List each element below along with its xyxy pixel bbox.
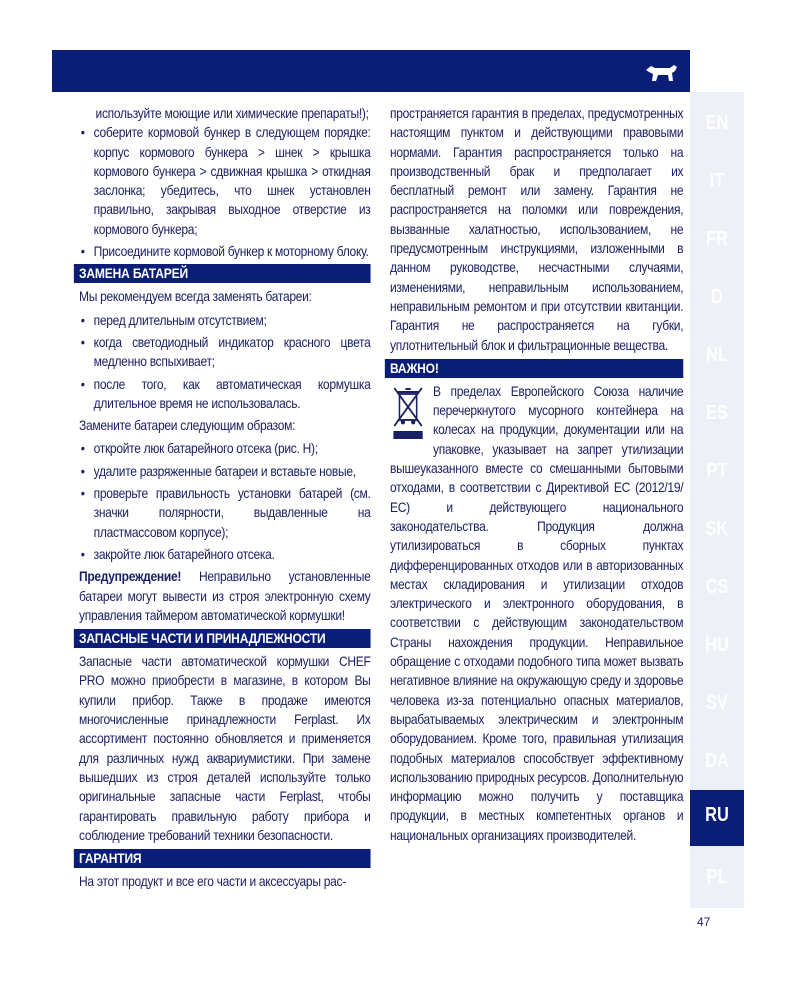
paragraph: В пределах Европейского Союза наличие перечеркнутого мусорного контейнера на колесах на продукции, документации или на упаковке, указывает на запрет утилизации вышеуказанного вместе со смешанными бытовыми отходами, в соответствии с Директивой ЕС (2012/19/ЕС) и действующего национального законодательства. Продукция должна утилизироваться в сборных пунктах дифференцированных отходов или в авторизованных местах складирования и утилизации отходов электрического и электронного оборудования, в соответствии с действующим законодательством Страны нахождения продукции. Неправильное обращение с отходами подобного типа может вызвать негативное влияние на окружающую среду и здоровье человека из-за потенциально опасных материалов, вырабатываемых электрическим и электронным оборудованием. Кроме того, правильная утилизация подобных материалов способствует эффективному использованию природных ресурсов. Дополнительную информацию можно получить у поставщика продукции, в местных компетентных органов и национальных организациях производителей. xyxy=(390,382,684,843)
language-tab[interactable]: EN xyxy=(705,112,729,134)
list-item: • откройте люк батарейного отсека (рис. H); xyxy=(79,439,371,458)
header-bar xyxy=(52,50,690,92)
language-tab[interactable]: PT xyxy=(706,460,728,482)
language-tab[interactable]: D xyxy=(711,286,723,308)
page-number: 47 xyxy=(697,915,711,929)
list-item: • удалите разряженные батареи и вставьте новые, xyxy=(79,462,371,481)
warning-label: Предупреждение! xyxy=(79,568,182,585)
section-heading-important: ВАЖНО! xyxy=(385,359,683,378)
warning-text: Неправильно установленные батареи могут вывести из строя электронную схему управления таймером автоматической кормушки! xyxy=(79,568,371,623)
language-tab[interactable]: CS xyxy=(705,576,729,598)
paragraph: Мы рекомендуем всегда заменять батареи: xyxy=(79,288,312,305)
ferplast-dog-icon xyxy=(644,64,678,82)
reassemble-list xyxy=(79,123,371,261)
language-tab[interactable]: HU xyxy=(705,634,729,656)
language-tab[interactable]: NL xyxy=(706,344,728,366)
list-item: • Присоедините кормовой бункер к моторному блоку. xyxy=(79,242,371,261)
section-heading-warranty: ГАРАНТИЯ xyxy=(74,849,371,868)
list-item: • закройте люк батарейного отсека. xyxy=(79,545,371,564)
battery-when-list xyxy=(79,311,371,413)
language-tab[interactable]: PL xyxy=(706,866,728,888)
language-tab[interactable]: ES xyxy=(706,402,728,424)
list-item: • соберите кормовой бункер в следующем порядке: корпус кормового бункера > шнек > крышка кормового бункера > сдвижная крышка > откидная заслонка; убедитесь, что шнек установлен правильно, закрывая выходное отверстие из кормового бункера; xyxy=(79,123,371,239)
language-tab[interactable]: IT xyxy=(709,170,725,192)
paragraph: На этот продукт и все его части и аксессуары рас- xyxy=(79,873,346,890)
language-tab[interactable]: SK xyxy=(705,518,729,540)
left-column xyxy=(79,104,371,895)
paragraph: Замените батареи следующим образом: xyxy=(79,417,296,434)
crossed-out-wheelie-bin-icon xyxy=(390,384,426,442)
weee-notice xyxy=(390,382,683,845)
list-item: • после того, как автоматическая кормушка длительное время не использовалась. xyxy=(79,375,371,414)
list-item: • когда светодиодный индикатор красного цвета медленно вспыхивает; xyxy=(79,333,371,372)
list-item: • перед длительным отсутствием; xyxy=(79,311,371,330)
warning-paragraph xyxy=(79,567,371,625)
language-tab-active[interactable] xyxy=(690,790,744,846)
list-continuation: используйте моющие или химические препараты!); xyxy=(95,105,369,121)
language-tab[interactable]: DA xyxy=(705,750,729,772)
paragraph: пространяется гарантия в пределах, предусмотренных настоящим пунктом и действующими правовыми нормами. Гарантия распространяется только на производственный брак и предполагает их бесплатный ремонт или замену. Гарантия не распространяется на поломки или повреждения, вызванные халатностью, использованием, не предусмотренным инструкциями, изложенными в данном руководстве, несчастными случаями, изменениями, неправильным использованием, неправильным ремонтом и при отсутствии квитанции. Гарантия не распространяется на губки, уплотнительный блок и фильтрационные вещества. xyxy=(390,105,684,353)
language-tab[interactable]: SV xyxy=(706,692,728,714)
right-column xyxy=(390,104,683,849)
paragraph: Запасные части автоматической кормушки CHEF PRO можно приобрести в магазине, в котором Вы купили прибор. Также в продаже имеются многочисленные принадлежности Ferplast. Их ассортимент постоянно обновляется и применяется для различных нужд аквариумистики. При замене вышедших из строя деталей используйте только оригинальные запасные части Ferplast, чтобы гарантировать правильную работу прибора и соблюдение требований техники безопасности. xyxy=(79,653,371,843)
battery-how-list xyxy=(79,439,371,564)
list-item: • проверьте правильность установки батарей (см. значки полярности, выдавленные на пластмассовом корпусе); xyxy=(79,484,371,542)
active-language-label: RU xyxy=(705,804,729,826)
language-sidebar xyxy=(690,92,744,908)
language-tab[interactable]: FR xyxy=(706,228,728,250)
section-heading-spare-parts: ЗАПАСНЫЕ ЧАСТИ И ПРИНАДЛЕЖНОСТИ xyxy=(74,629,371,648)
section-heading-batteries: ЗАМЕНА БАТАРЕЙ xyxy=(74,264,371,283)
